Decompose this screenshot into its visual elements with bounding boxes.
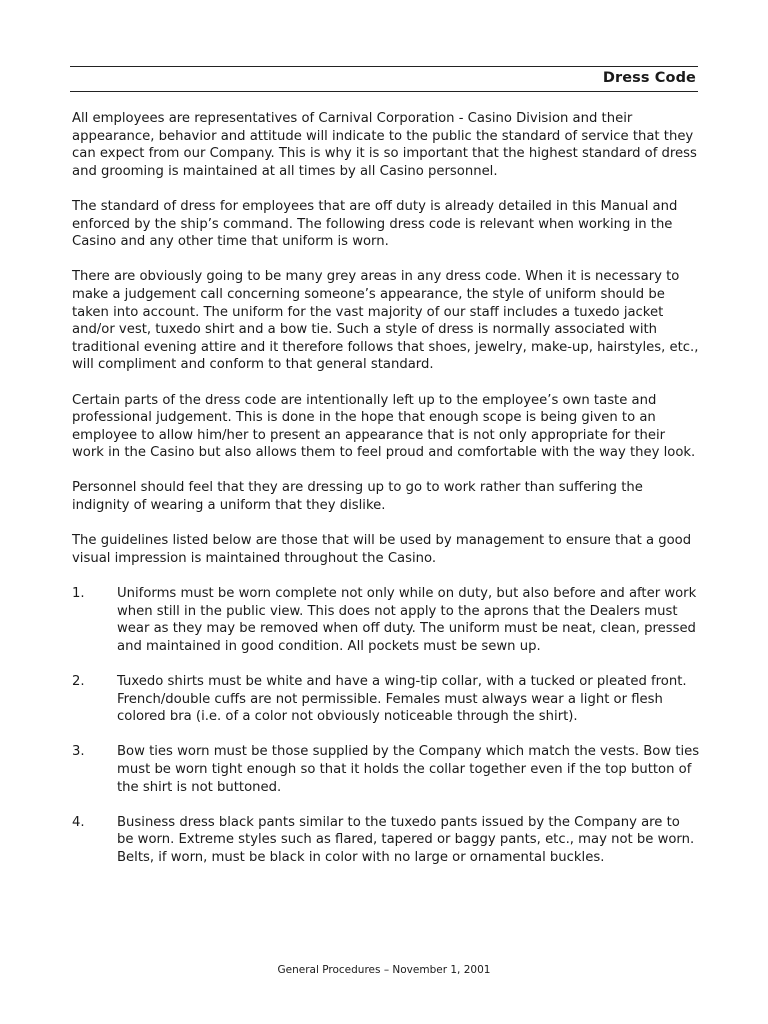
section-title: Dress Code (602, 70, 696, 86)
intro-paragraph: All employees are representatives of Carnival Corporation - Casino Division and their appearance, behavior and attitude will indicate to the public the standard of service that they can expect from our Company. This is why it is so important that the highest standard of dress and grooming is maintained at all times by all Casino personnel. (72, 111, 697, 179)
page-header (70, 66, 698, 92)
list-item-text: Uniforms must be worn complete not only while on duty, but also before and after work when still in the public view. This does not apply to the aprons that the Dealers must wear as they may be removed when off duty. The uniform must be neat, clean, pressed and maintained in good condition. All pockets must be sewn up. (117, 586, 697, 654)
list-item (72, 585, 700, 655)
grey-areas-paragraph: There are obviously going to be many grey areas in any dress code. When it is necessary to make a judgement call concerning someone’s appearance, the style of uniform should be taken into account. The uniform for the vast majority of our staff includes a tuxedo jacket and/or vest, tuxedo shirt and a bow tie. Such a style of dress is normally associated with traditional evening attire and it therefore follows that shoes, jewelry, make-up, hairstyles, etc., will compliment and conform to that general standard. (72, 269, 699, 373)
list-item (72, 814, 700, 867)
personal-taste-paragraph: Certain parts of the dress code are intentionally left up to the employee’s own taste and professional judgement. This is done in the hope that enough scope is being given to an employee to allow him/her to present an appearance that is not only appropriate for their work in the Casino but also allows them to feel proud and comfortable with the way they look. (72, 392, 696, 461)
list-item-number: 1. (72, 586, 85, 602)
list-item (72, 743, 700, 796)
list-item-text: Bow ties worn must be those supplied by the Company which match the vests. Bow ties must be worn tight enough so that it holds the collar together even if the top button of the shirt is not buttoned. (117, 744, 700, 795)
list-item-number: 2. (72, 674, 85, 689)
dressing-up-paragraph: Personnel should feel that they are dressing up to go to work rather than suffering the indignity of wearing a uniform that they dislike. (72, 480, 643, 514)
list-item-number: 3. (72, 744, 85, 760)
guidelines-intro-paragraph: The guidelines listed below are those that will be used by management to ensure that a good visual impression is maintained throughout the Casino. (72, 533, 692, 566)
list-item-number: 4. (72, 814, 85, 830)
document-body (72, 110, 700, 884)
list-item-text: Business dress black pants similar to the tuxedo pants issued by the Company are to be worn. Extreme styles such as flared, tapered or baggy pants, etc., may not be worn. Belts, if worn, must be black in color with no large or ornamental buckles. (117, 814, 695, 865)
list-item (72, 673, 700, 726)
guidelines-list (72, 585, 700, 867)
list-item-text: Tuxedo shirts must be white and have a wing-tip collar, with a tucked or pleated front. French/double cuffs are not permissible. Females must always wear a light or flesh colored bra (i.e. of a color not obviously noticeable through the shirt). (117, 674, 687, 725)
page-footer: General Procedures – November 1, 2001 (277, 964, 491, 976)
off-duty-paragraph: The standard of dress for employees that are off duty is already detailed in this Manual and enforced by the ship’s command. The following dress code is relevant when working in the Casino and any other time that uniform is worn. (72, 198, 678, 250)
